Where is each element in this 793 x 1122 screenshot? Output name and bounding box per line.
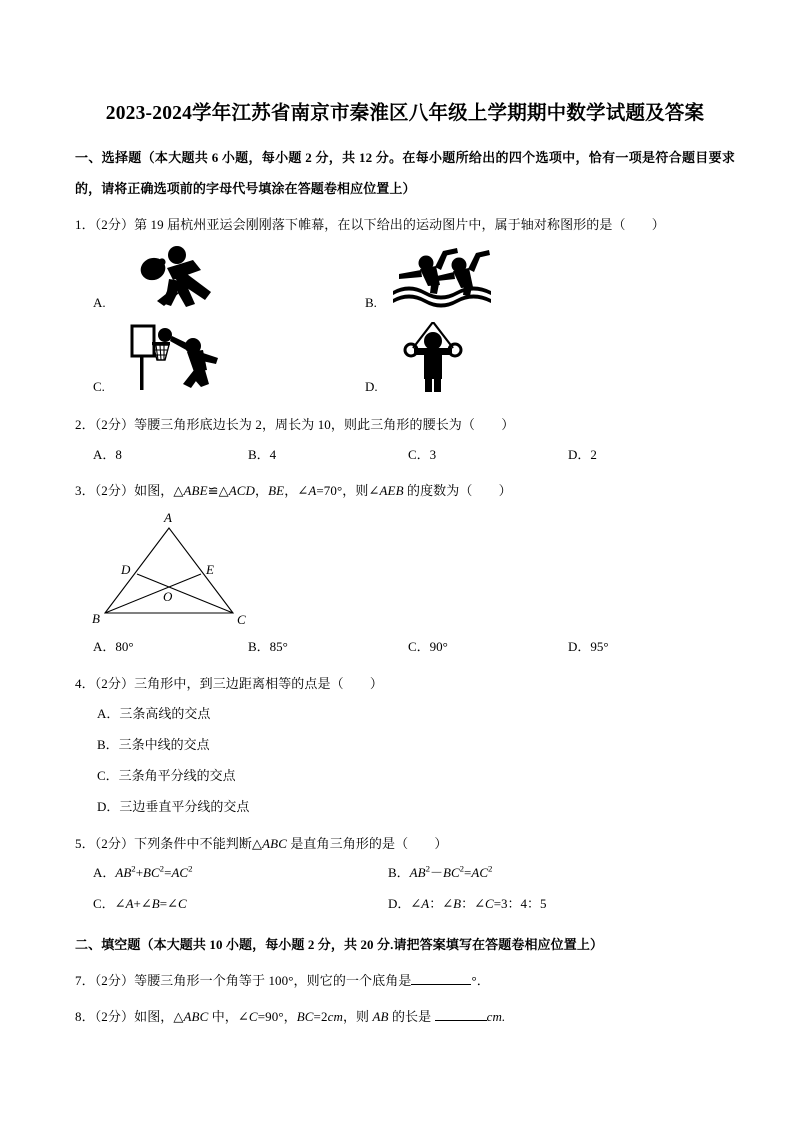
label-B: B <box>92 611 100 627</box>
option-label-c: C. <box>93 379 105 394</box>
question-8-stem <box>75 1002 735 1032</box>
question-4-option-c[interactable]: C．三条角平分线的交点 <box>97 767 236 783</box>
q5b-sup1: 2 <box>425 864 430 875</box>
q5d-c: C <box>485 895 494 911</box>
q8-angle-c: C <box>248 1008 258 1024</box>
question-2-options <box>75 440 735 471</box>
page-content <box>75 95 735 1032</box>
q3-triangle-acd: ACD <box>228 483 256 499</box>
question-2-stem: 2．（2分）等腰三角形底边长为 2，周长为 10，则此三角形的腰长为（ ） <box>75 417 515 432</box>
question-5-options-row-2 <box>75 889 735 920</box>
q5b-ab: AB <box>409 865 426 881</box>
q3-angle-aeb: AEB <box>379 483 404 499</box>
q5d-a: A <box>421 895 430 911</box>
q5b-sup3: 2 <box>488 864 493 875</box>
question-4-option-b[interactable]: B．三条中线的交点 <box>97 736 210 752</box>
option-label-d: D. <box>365 379 378 394</box>
question-3-figure <box>75 508 735 632</box>
page-title: 2023-2024学年江苏省南京市秦淮区八年级上学期期中数学试题及答案 <box>105 103 705 124</box>
q5-text-2: 是直角三角形的是（ ） <box>286 835 448 851</box>
q5a-sup1: 2 <box>131 864 136 875</box>
q5d-ratio: =3：4：5 <box>493 895 547 911</box>
question-4-option-d[interactable]: D．三边垂直平分线的交点 <box>97 798 250 814</box>
q5c-angle-3: =∠ <box>159 895 178 911</box>
q5a-plus: + <box>135 865 144 881</box>
q5a-bc: BC <box>143 865 160 881</box>
q3-text-3: ， <box>255 483 269 499</box>
section-two-heading: 二、填空题（本大题共 10 小题，每小题 2 分，共 20 分.请把答案填写在答题卷相应位置上） <box>75 936 604 952</box>
question-2-option-a[interactable]: A．8 <box>93 446 122 462</box>
q7-text-pre: 7．（2分）等腰三角形一个角等于 100°，则它的一个底角是 <box>75 973 412 989</box>
q5a-sup3: 2 <box>188 864 193 875</box>
q5a-eq: = <box>164 865 172 881</box>
synchronized-swimming-pictogram <box>387 246 499 313</box>
congruent-triangles-diagram <box>85 508 275 632</box>
label-A: A <box>164 510 172 526</box>
q5a-ac: AC <box>171 865 189 881</box>
q5d-b: B <box>453 895 462 911</box>
q5-triangle-abc: ABC <box>262 835 287 851</box>
q5b-eq: = <box>464 865 472 881</box>
q8-text-5: ，则 <box>342 1008 373 1024</box>
question-5-option-b[interactable] <box>388 858 648 889</box>
question-5-option-c[interactable] <box>93 889 388 920</box>
q5c-angle-2: +∠ <box>133 895 152 911</box>
q5d-label: D． <box>388 895 411 911</box>
q5c-a: A <box>125 895 134 911</box>
q3-text-4: ，∠ <box>284 483 309 499</box>
question-3-options <box>75 632 735 663</box>
section-one-heading: 一、选择题（本大题共 6 小题，每小题 2 分，共 12 分。在每小题所给出的四个选项中，恰有一项是符合题目要求的，请将正确选项前的字母代号填涂在答题卷相应位置上） <box>75 150 735 196</box>
question-1-option-d[interactable] <box>365 322 479 397</box>
q8-text-6: 的长是 <box>388 1008 435 1024</box>
option-label-a: A. <box>93 295 106 310</box>
q5c-label: C． <box>93 895 115 911</box>
question-1-option-b[interactable] <box>365 246 499 313</box>
gymnastics-rings-pictogram <box>387 322 479 397</box>
question-4-option-a[interactable]: A．三条高线的交点 <box>97 705 211 721</box>
q8-segment-ab: AB <box>372 1008 389 1024</box>
question-5-options-row-1 <box>75 858 735 889</box>
question-3-option-a[interactable]: A．80° <box>93 639 134 655</box>
question-5-stem <box>75 829 735 859</box>
q3-text-1: 3．（2分）如图，△ <box>75 483 184 499</box>
question-1-option-a[interactable] <box>93 246 215 313</box>
q3-angle-a: A <box>308 483 317 499</box>
label-O: O <box>163 589 173 605</box>
q7-text-post: °． <box>471 973 490 989</box>
q5c-b: B <box>151 895 160 911</box>
question-2-option-b[interactable]: B．4 <box>248 446 277 462</box>
label-D: D <box>121 562 131 578</box>
question-3-option-b[interactable]: B．85° <box>248 639 288 655</box>
q5b-ac: AC <box>471 865 489 881</box>
question-2-option-d[interactable]: D．2 <box>568 446 597 462</box>
question-3-option-c[interactable]: C．90° <box>408 639 448 655</box>
q5b-label: B． <box>388 865 410 881</box>
question-8-answer-blank[interactable] <box>435 1020 487 1021</box>
question-5-option-a[interactable] <box>93 858 388 889</box>
question-3-stem <box>75 476 735 506</box>
q5d-angle-3: ：∠ <box>461 895 486 911</box>
q5-text-1: 5．（2分）下列条件中不能判断△ <box>75 835 263 851</box>
q5d-angle-2: ：∠ <box>429 895 454 911</box>
q5d-angle-1: ∠ <box>410 895 422 911</box>
q8-segment-bc: BC <box>296 1008 314 1024</box>
question-2-option-c[interactable]: C．3 <box>408 446 437 462</box>
label-E: E <box>206 562 214 578</box>
q8-text-2: 中，∠ <box>208 1008 249 1024</box>
q5b-sup2: 2 <box>459 864 465 875</box>
q3-triangle-abe: ABE <box>183 483 208 499</box>
q8-unit-cm-2: cm. <box>486 1008 506 1024</box>
question-7-stem <box>75 966 735 996</box>
q5a-sup2: 2 <box>159 864 165 875</box>
q3-text-5: =70°，则∠ <box>316 483 380 499</box>
question-3-option-d[interactable]: D．95° <box>568 639 609 655</box>
q3-text-6: 的度数为（ ） <box>403 483 512 499</box>
q8-text-1: 8．（2分）如图，△ <box>75 1008 184 1024</box>
question-5-option-d[interactable] <box>388 889 648 920</box>
question-4-options <box>75 699 735 823</box>
q5a-label: A． <box>93 865 116 881</box>
table-tennis-pictogram <box>115 246 215 313</box>
question-1-option-c[interactable] <box>93 322 225 397</box>
question-1-options <box>75 246 735 404</box>
q8-text-4: =2 <box>313 1008 328 1024</box>
basketball-pictogram <box>115 322 225 397</box>
q8-text-3: =90°， <box>257 1008 297 1024</box>
q5b-bc: BC <box>443 865 460 881</box>
question-4-stem: 4．（2分）三角形中，到三边距离相等的点是（ ） <box>75 675 384 691</box>
q8-unit-cm-1: cm <box>327 1008 343 1024</box>
q5c-c: C <box>177 895 187 911</box>
option-label-b: B. <box>365 295 377 310</box>
q5c-angle-1: ∠ <box>114 895 126 911</box>
question-1-stem: 1．（2分）第 19 届杭州亚运会刚刚落下帷幕，在以下给出的运动图片中，属于轴对称图形的是（ ） <box>75 217 665 233</box>
question-7-answer-blank[interactable] <box>411 984 471 985</box>
q3-segment-be: BE <box>268 483 285 499</box>
label-C: C <box>237 612 246 628</box>
q5b-minus: － <box>429 865 443 881</box>
q3-text-2: ≌△ <box>207 483 229 499</box>
q8-triangle-abc: ABC <box>183 1008 209 1024</box>
q5a-ab: AB <box>115 865 132 881</box>
